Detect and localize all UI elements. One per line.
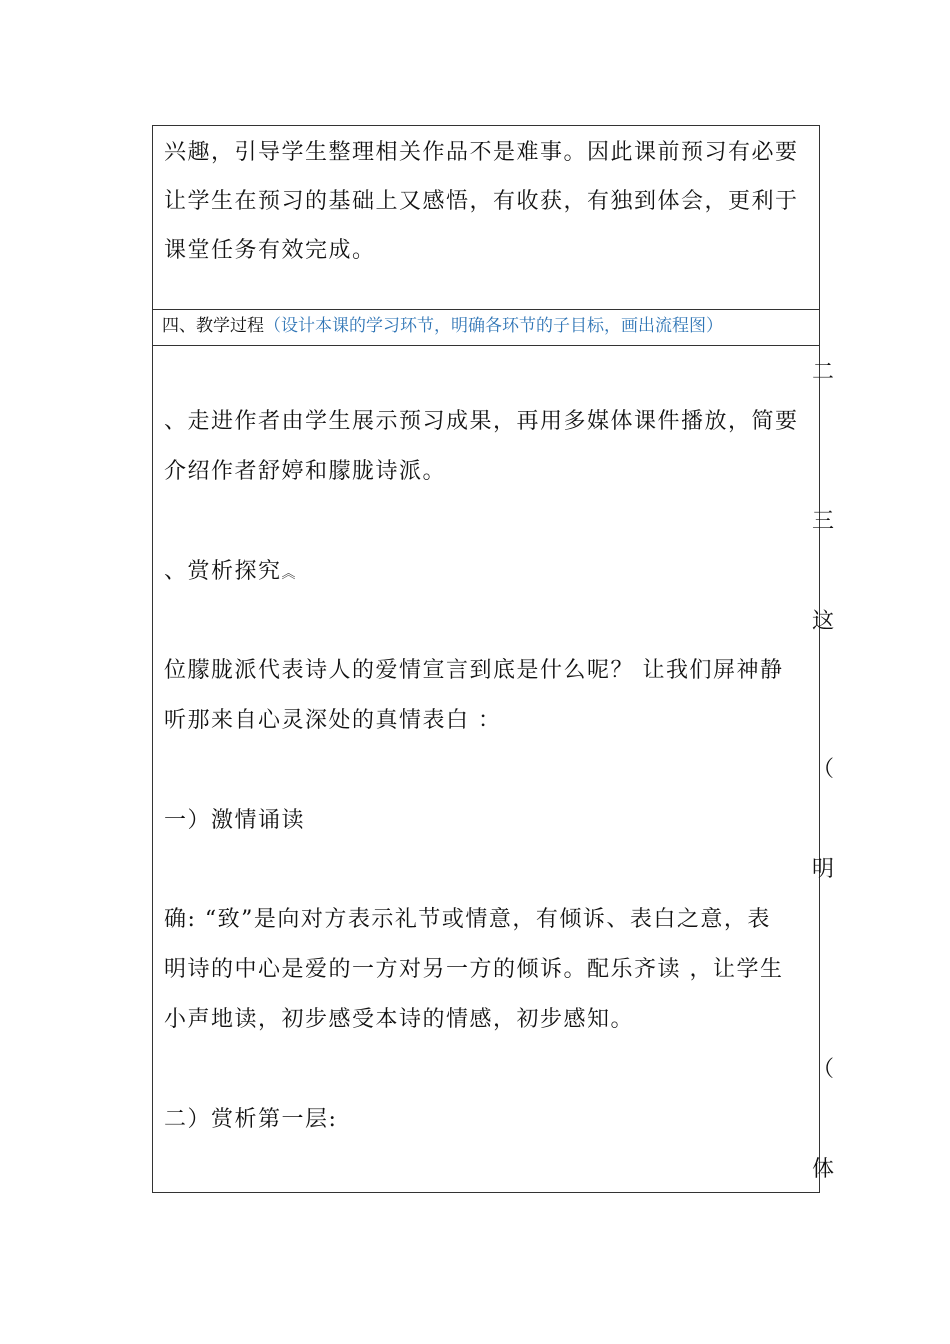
appreciation-heading-text: 、赏析探究 [164, 559, 282, 584]
table-row-divider [152, 309, 820, 310]
question-line-2: 听那来自心灵深处的真情表白 ： [164, 708, 502, 733]
prev-section-line-1: 兴趣，引导学生整理相关作品不是难事。因此课前预习有必要 [164, 140, 799, 165]
margin-char: （ [812, 757, 835, 782]
clarify-line-2: 明诗的中心是爱的一方对另一方的倾诉。配乐齐读 ，让学生 [164, 957, 784, 982]
clarify-line-1: 确: “致”是向对方表示礼节或情意，有倾诉、表白之意，表 [164, 907, 771, 932]
margin-char: 二 [812, 360, 835, 385]
section-four-header [162, 315, 723, 337]
table-row-divider [152, 345, 820, 346]
double-chevron-up-icon: ︽ [281, 566, 296, 582]
appreciation-heading [164, 558, 296, 588]
section-four-title: 四、教学过程 [162, 316, 264, 336]
margin-char: 明 [812, 857, 835, 882]
question-line-1: 位朦胧派代表诗人的爱情宣言到底是什么呢？ 让我们屏神静 [164, 658, 784, 683]
layer-one-heading: 二）赏析第一层: [164, 1107, 338, 1132]
margin-char: 这 [812, 609, 835, 634]
prev-section-line-3: 课堂任务有效完成。 [164, 238, 376, 263]
margin-char: 三 [812, 509, 835, 534]
section-four-note: （设计本课的学习环节，明确各环节的子目标，画出流程图） [264, 316, 723, 336]
reading-heading: 一）激情诵读 [164, 808, 306, 833]
margin-char: 体 [812, 1157, 835, 1182]
author-intro-line-1: 、走进作者由学生展示预习成果，再用多媒体课件播放，简要 [164, 409, 799, 434]
author-intro-line-2: 介绍作者舒婷和朦胧诗派。 [164, 459, 447, 484]
prev-section-line-2: 让学生在预习的基础上又感悟，有收获，有独到体会，更利于 [164, 189, 799, 214]
clarify-line-3: 小声地读，初步感受本诗的情感，初步感知。 [164, 1007, 635, 1032]
margin-char: （ [812, 1057, 835, 1082]
